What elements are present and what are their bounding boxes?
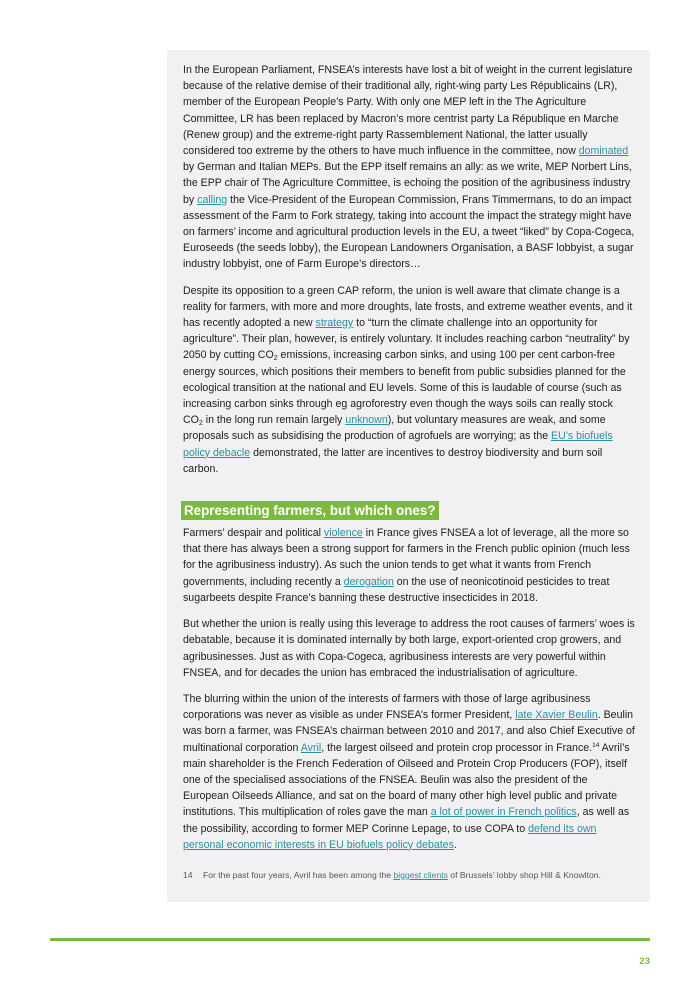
text: Avril’s main shareholder is the French Federation of Oilseed and Protein Crop Producers (FOP), itself one of the specialised associations of the FNSEA. Beulin was also the president of the European Oilseeds Alliance, and sat on the board of many other high level public and private institutions. This multiplication of roles gave the man [183, 741, 630, 819]
paragraph-2 [183, 283, 635, 477]
link-unknown[interactable]: unknown [345, 414, 388, 427]
footnote [183, 869, 635, 881]
subscript: 2 [273, 355, 278, 363]
text: demonstrated, the latter are incentives to destroy biodiversity and burn soil carbon. [183, 446, 603, 475]
page-number: 23 [639, 956, 650, 967]
text: in the long run remain largely [202, 414, 346, 427]
text: Despite its opposition to a green CAP reform, the union is well aware that climate change is a reality for farmers, with more and more droughts, late frosts, and extreme weather events, and it has recently adopted a new [183, 284, 633, 330]
paragraph-1 [183, 62, 635, 273]
text: In the European Parliament, FNSEA’s interests have lost a bit of weight in the current legislature because of the relative demise of their traditional ally, right-wing party Les Républicains (LR), member of the European People’s Party. With only one MEP left in the The Agriculture Committee, LR has been replaced by Macron’s more centrist party La République en Marche (Renew group) and the extreme-right party Rassemblement National, the latter usually considered too extreme by the others to have much influence in the committee, now [183, 64, 633, 158]
text: But whether the union is really using this leverage to address the root causes of farmers’ woes is debatable, because it is dominated internally by both large, export-oriented crop growers, and agribusinesses. Just as with Copa-Cogeca, agribusiness interests are very powerful within FNSEA, and for decades the union has embraced the industrialisation of agriculture. [183, 618, 635, 679]
link-strategy[interactable]: strategy [315, 317, 354, 330]
link-avril[interactable]: Avril [300, 741, 322, 754]
text: . [453, 838, 457, 851]
text: of Brussels’ lobby shop Hill & Knowlton. [447, 869, 601, 880]
footnote-ref: 14 [592, 741, 600, 749]
text: by German and Italian MEPs. But the EPP itself remains an ally: as we write, MEP Norbert Lins, the EPP chair of The Agriculture Committee, is echoing the position of the agribusiness industry by [183, 161, 632, 206]
section-heading: Representing farmers, but which ones? [181, 501, 439, 520]
link-dominated[interactable]: dominated [578, 145, 629, 158]
text: emissions, increasing carbon sinks, and using 100 per cent carbon-free energy sources, which positions their members to benefit from public subsidies planned for the ecological transition at the national and EU levels. Some of this is laudable of course (such as increasing carbon sinks through eg agroforestry even though the ways soils can really stock CO [183, 349, 626, 427]
subscript: 2 [198, 420, 203, 428]
text: , the largest oilseed and protein crop processor in France. [321, 741, 593, 754]
text: The blurring within the union of the interests of farmers with those of large agribusiness corporations was never as visible as under FNSEA’s former President, [183, 692, 591, 722]
text: For the past four years, Avril has been among the [203, 869, 394, 880]
text: Farmers’ despair and political [183, 527, 324, 540]
footnote-number: 14 [183, 869, 193, 880]
footer-rule [50, 938, 650, 941]
link-power-french-politics[interactable]: a lot of power in French politics [430, 806, 577, 819]
text: . Beulin was born a farmer, was FNSEA’s chairman between 2010 and 2017, and also Chief Executive of multinational corporation [183, 709, 635, 754]
text: to “turn the climate challenge into an opportunity for agriculture”. Their plan, however, is entirely voluntary. It includes reaching carbon “neutrality” by 2050 by cutting CO [183, 317, 630, 362]
link-violence[interactable]: violence [323, 527, 363, 540]
link-xavier-beulin[interactable]: late Xavier Beulin [515, 709, 598, 722]
text: ), but voluntary measures are weak, and some proposals such as subsidising the production of agrofuels are worrying; as the [183, 414, 606, 443]
link-biofuels-debacle[interactable]: EU’s biofuels policy debacle [183, 430, 613, 459]
link-biofuels-debates[interactable]: defend its own personal economic interests in EU biofuels policy debates [183, 822, 597, 851]
link-biggest-clients[interactable]: biggest clients [393, 869, 448, 880]
paragraph-4 [183, 616, 635, 681]
text: on the use of neonicotinoid pesticides to treat sugarbeets despite France’s banning these destructive insecticides in 2018. [183, 575, 610, 604]
link-calling[interactable]: calling [197, 193, 228, 206]
link-derogation[interactable]: derogation [343, 575, 394, 588]
text: , as well as the possibility, according to former MEP Corinne Lepage, to use COPA to [183, 806, 630, 835]
text: the Vice-President of the European Commission, Frans Timmermans, to do an impact assessment of the Farm to Fork strategy, taking into account the impact the strategy might have on farmers’ income and agricultural production levels in the EU, a tweet “liked” by Copa-Cogeca, Euroseeds (the seeds lobby), the European Landowners Organisation, a BASF lobbyist, a sugar industry lobbyist, one of Farm Europe’s directors… [183, 193, 635, 271]
article-body [183, 62, 635, 881]
paragraph-5 [183, 691, 635, 853]
text: in France gives FNSEA a lot of leverage, all the more so that there has always been a strong support for farmers in the French public opinion (much less for the agribusiness industry). As such the union tends to get what it wants from French governments, including recently a [183, 527, 630, 588]
paragraph-3 [183, 525, 635, 606]
